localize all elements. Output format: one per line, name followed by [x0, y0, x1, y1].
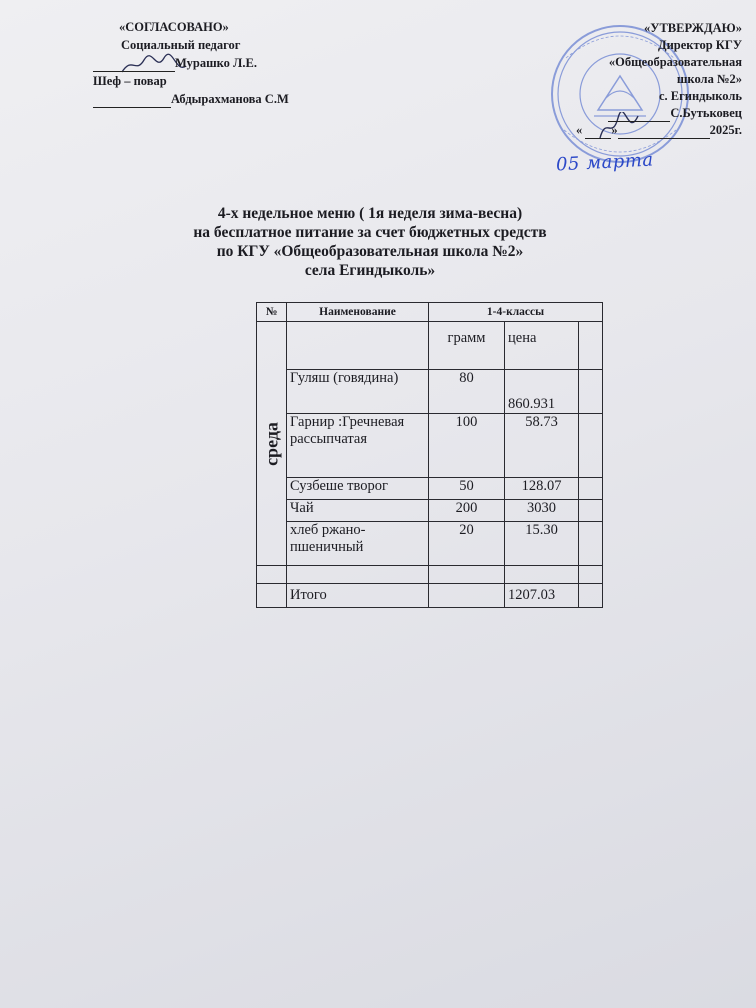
empty-cell — [579, 500, 603, 522]
date-close-quote: » — [611, 123, 618, 137]
table-row — [257, 478, 603, 500]
dish-gram: 100 — [429, 414, 505, 478]
approve-heading: «УТВЕРЖДАЮ» — [644, 21, 742, 35]
empty-cell — [579, 584, 603, 608]
dish-name: Гарнир :Гречневая рассыпчатая — [287, 414, 429, 478]
dish-name: Чай — [287, 500, 429, 522]
chef-signature-line — [93, 90, 289, 108]
school-name-line1: «Общеобразовательная — [608, 55, 742, 69]
table-total-row — [257, 584, 603, 608]
total-label: Итого — [287, 584, 429, 608]
day-blank — [585, 126, 611, 139]
signature-underline — [93, 95, 171, 108]
agreed-heading: «СОГЛАСОВАНО» — [119, 20, 229, 34]
title-line-3: по КГУ «Общеобразовательная школа №2» — [216, 243, 524, 260]
title-line-2: на бесплатное питание за счет бюджетных средств — [193, 224, 547, 241]
month-blank — [618, 126, 710, 139]
signature-underline — [608, 109, 670, 122]
table-header-row — [257, 303, 603, 322]
empty-cell — [579, 414, 603, 478]
col-header-name: Наименование — [287, 303, 429, 322]
title-line-4: села Егиндыколь» — [304, 262, 436, 279]
handwritten-date: 05 марта — [555, 149, 655, 176]
empty-cell — [429, 566, 505, 584]
director-name: С.Бутьковец — [670, 106, 742, 120]
empty-cell — [287, 566, 429, 584]
total-value: 1207.03 — [505, 584, 579, 608]
menu-title — [160, 204, 580, 280]
empty-cell — [505, 566, 579, 584]
empty-cell — [579, 522, 603, 566]
signature-underline — [93, 59, 175, 72]
table-subheader-row — [257, 322, 603, 370]
empty-cell — [257, 566, 287, 584]
chef-name: Абдырахманова С.М — [171, 92, 289, 106]
empty-cell — [579, 478, 603, 500]
school-name-line2: школа №2» — [676, 72, 742, 86]
approval-year: 2025г. — [709, 123, 742, 137]
empty-cell — [257, 584, 287, 608]
empty-cell — [579, 370, 603, 414]
empty-cell — [579, 322, 603, 370]
dish-price: 15.30 — [505, 522, 579, 566]
dish-gram: 80 — [429, 370, 505, 414]
col-header-grades: 1-4-классы — [429, 303, 603, 322]
menu-table — [256, 302, 603, 608]
director-title: Директор КГУ — [658, 38, 742, 52]
table-row — [257, 414, 603, 478]
subheader-gram: грамм — [429, 322, 505, 370]
dish-name: Гуляш (говядина) — [287, 370, 429, 414]
day-label: среда — [261, 421, 281, 466]
director-signature-line — [512, 105, 742, 122]
day-cell — [257, 322, 287, 566]
dish-name: хлеб ржано-пшеничный — [287, 522, 429, 566]
approval-date-line — [512, 122, 742, 139]
social-pedagogue-name: Мурашко Л.Е. — [175, 56, 257, 70]
table-row — [257, 500, 603, 522]
social-pedagogue-signature-line — [93, 54, 289, 72]
table-row — [257, 522, 603, 566]
dish-price: 128.07 — [505, 478, 579, 500]
chef-title: Шеф – повар — [93, 74, 167, 88]
dish-price: 860.931 — [505, 370, 579, 414]
dish-price: 58.73 — [505, 414, 579, 478]
social-pedagogue-title: Социальный педагог — [121, 38, 241, 52]
village-name: с. Егиндыколь — [658, 89, 742, 103]
subheader-price: цена — [505, 322, 579, 370]
dish-name: Сузбеше творог — [287, 478, 429, 500]
agreed-block — [93, 18, 289, 108]
dish-gram: 200 — [429, 500, 505, 522]
approve-block — [512, 20, 742, 139]
empty-cell — [579, 566, 603, 584]
empty-cell — [287, 322, 429, 370]
dish-gram: 20 — [429, 522, 505, 566]
title-line-1: 4-х недельное меню ( 1я неделя зима-весна) — [217, 205, 523, 222]
date-open-quote: « — [575, 123, 583, 137]
dish-price: 3030 — [505, 500, 579, 522]
dish-gram: 50 — [429, 478, 505, 500]
empty-cell — [429, 584, 505, 608]
table-empty-row — [257, 566, 603, 584]
col-header-no: № — [257, 303, 287, 322]
table-row — [257, 370, 603, 414]
